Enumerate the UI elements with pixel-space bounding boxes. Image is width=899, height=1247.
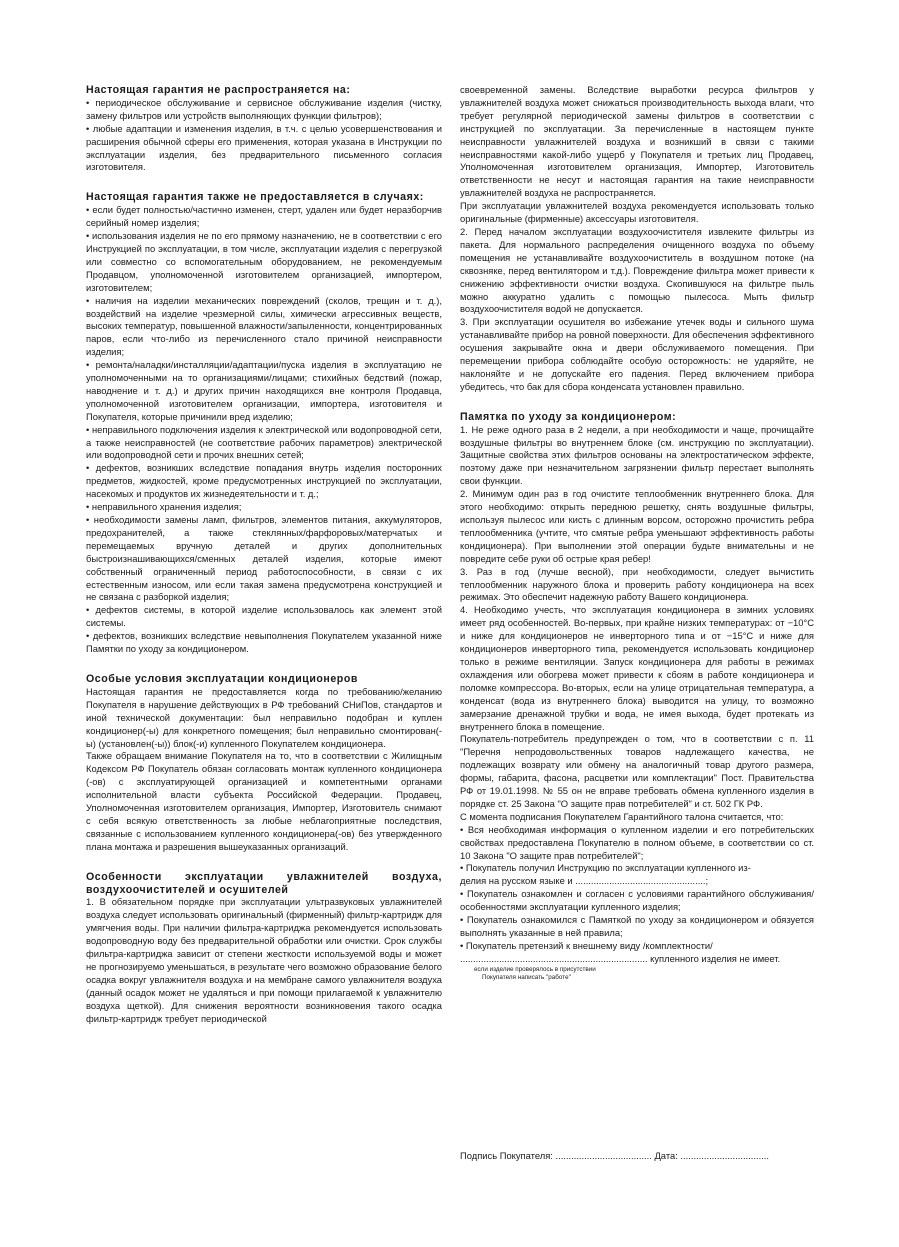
instruction-received-item: [460, 862, 814, 888]
list-item: • Покупатель ознакомлен и согласен с условиями гарантийного обслуживания/ особенностями эксплуатации купленного изделия;: [460, 888, 814, 913]
list-item: • использования изделия не по его прямому назначению, не в соответствии с его Инструкцией по эксплуатации, в том числе, эксплуатации изделия с перегрузкой или совместно со вспомогательным оборудованием, не рекомендуемым Продавцом, уполномоченной изготовителем организацией, импортером, изготовителем;: [86, 230, 442, 293]
ac-conditions-text: [86, 686, 442, 854]
paragraph: При эксплуатации увлажнителей воздуха рекомендуется использовать только оригинальные (фирменные) аксессуары изготовителя.: [460, 200, 814, 225]
paragraph: 2. Минимум один раз в год очистите теплообменник внутреннего блока. Для этого необходимо: открыть переднюю решетку, снять воздушные фильтры, используя пылесос или кисть с длинным ворсом, осторожно прочистить ребра теплообменника (учтите, что смятые ребра уменьшают эффективность работы кондиционера). При выполнении этой операции будьте внимательны и не повредите себе руки об острые края ребер!: [460, 488, 814, 564]
list-item: • Вся необходимая информация о купленном изделии и его потребительских свойствах предоставлена Покупателю в полном объеме, в соответствии со ст. 10 Закона "О защите прав потребителей";: [460, 823, 814, 861]
footnote-line: Покупателя написать "работе": [482, 973, 571, 981]
left-column: [86, 84, 442, 1026]
paragraph: 1. В обязательном порядке при эксплуатации ультразвуковых увлажнителей воздуха следует использовать оригинальный (фирменный) фильтр-картридж для умягчения воды. При наличии фильтра-картриджа рекомендуется использовать водопроводную воду без предварительной обработки или очистки. Срок службы фильтра-картриджа зависит от степени жесткости используемой воды и может не прогнозируемо уменьшаться, в результате чего возможно образование белого осадка вокруг увлажнителя воздуха и на мембране самого увлажнителя воздуха (данный осадок может не удаляться и при помощи прилагаемой к увлажнителю воздуха щеткой). Для снижения вероятности возникновения такого осадка фильтр-картридж требует периодической: [86, 896, 442, 1024]
list-item: • необходимости замены ламп, фильтров, элементов питания, аккумуляторов, предохранителей, а также стеклянных/фарфоровых/матерчатых и перемещаемых вручную деталей и других дополнительных быстроизнашивающихся/сменных деталей изделия, которые имеют собственный ограниченный период работоспособности, в связи с их естественным износом, или если такая замена предусмотрена конструкцией и не связана с разборкой изделия;: [86, 514, 442, 603]
heading-ac-special-conditions: Особые условия эксплуатации кондиционеров: [86, 672, 358, 685]
list-item: • любые адаптации и изменения изделия, в т.ч. с целью усовершенствования и расширения обычной сферы его применения, которая указана в Инструкции по эксплуатации изделия, без предварительного письменного согласия изготовителя.: [86, 122, 442, 173]
paragraph: Также обращаем внимание Покупателя на то, что в соответствии с Жилищным Кодексом РФ Покупатель обязан согласовать монтаж купленного кондиционера (-ов) с эксплуатирующей организацией и компетентными органами исполнительной власти субъекта Российской Федерации. Продавец, Уполномоченная изготовителем организация, Импортер, Изготовитель снимают с себя всякую ответственность за любые неблагоприятные последствия, связанные с использованием купленного кондиционера(-ов) без утвержденного плана монтажа и разрешения вышеуказанных организаций.: [86, 750, 442, 852]
paragraph: 3. Раз в год (лучше весной), при необходимости, следует вычистить теплообменник наружного блока и проверить работу кондиционера на всех режимах. Это обеспечит надежную работу Вашего кондиционера.: [460, 565, 814, 603]
list-item: • неправильного хранения изделия;: [86, 501, 242, 513]
footnote-line: если изделие проверялось в присутствии: [474, 965, 596, 973]
list-item: • неправильного подключения изделия к электрической или водопроводной сети, а также неисправностей (не соответствие рабочих параметров) электрической или водопроводной сети и прочих внешних сетей;: [86, 423, 442, 461]
footnote: [474, 966, 814, 982]
no-claims-item: [460, 940, 814, 966]
paragraph: 3. При эксплуатации осушителя во избежание утечек воды и сильного шума устанавливайте прибор на ровной поверхности. Для обеспечения эффективного осушения закрывайте окна и двери обслуживаемого помещения. При перемещении прибора соблюдайте особую осторожность: не ударяйте, не наклоняйте и не допускайте его падения. Перед включением прибора убедитесь, что бак для сбора конденсата установлен правильно.: [460, 316, 814, 392]
care-memo-text: [460, 424, 814, 863]
text-line: делия на русском языке и ..................................................;: [460, 875, 709, 887]
paragraph: С момента подписания Покупателем Гарантийного талона считается, что:: [460, 810, 784, 822]
list-item: • Покупатель ознакомился с Памяткой по уходу за кондиционером и обязуется выполнять указанные в ней правила;: [460, 914, 814, 938]
right-column: [460, 84, 814, 982]
paragraph: своевременной замены. Вследствие выработки ресурса фильтров у увлажнителей воздуха может снижаться производительность выхода влаги, что требует регулярной периодической замены фильтров в соответствии с инструкцией по эксплуатации. За перечисленные в настоящем пункте неисправности увлажнителей воздуха и возникший в связи с такими неисправностями какой-либо ущерб у Покупателя и третьих лиц Продавец, Уполномоченная изготовителем организация, Импортер, Изготовитель ответственности не несут и настоящая гарантия на такие неисправности увлажнителей воздуха не распространяется.: [460, 84, 814, 199]
list-item: • дефектов, возникших вследствие невыполнения Покупателем указанной ниже Памятки по уходу за кондиционером.: [86, 630, 442, 655]
heading-warranty-exclusions: Настоящая гарантия не распространяется на:: [86, 84, 351, 96]
paragraph: 4. Необходимо учесть, что эксплуатация кондиционера в зимних условиях имеет ряд особенностей. Во-первых, при крайне низких температурах: от −10°С и ниже для кондиционеров не инверторного типа и от −15°С и ниже для кондиционеров инверторного типа, рекомендуется использовать кондиционер только в режиме вентиляции. Запуск кондиционера для работы в режимах охлаждения или обогрева может привести к сбоям в работе кондиционера и поломке компрессора. Во-вторых, если на улице отрицательная температура, а конденсат (вода из внутреннего блока) выводится на улицу, то возможно замерзание дренажной трубки и вода, не имея выхода, будет протекать из внутреннего блока в помещение.: [460, 604, 814, 732]
paragraph: 1. Не реже одного раза в 2 недели, а при необходимости и чаще, прочищайте воздушные фильтры во внутреннем блоке (см. инструкцию по эксплуатации). Защитные свойства этих фильтров основаны на электростатическом эффекте, поэтому даже при незначительном загрязнении фильтр перестает выполнять свои функции.: [460, 423, 814, 487]
humidifier-text: [86, 896, 442, 1025]
text-line: • Покупатель претензий к внешнему виду /комплектности/: [460, 939, 713, 951]
list-item: • ремонта/наладки/инсталляции/адаптации/пуска изделия в эксплуатацию не уполномоченными на то организациями/лицами; стихийных бедствий (пожар, наводнение и т. д.) и других причин находящихся вне контроля Продавца, уполномоченной изготовителем организации, импортера, изготовителя и Покупателя, которые причинили вред изделию;: [86, 359, 442, 422]
acknowledgement-list: [460, 888, 814, 940]
list-item: • наличия на изделии механических повреждений (сколов, трещин и т. д.), воздействий на изделие чрезмерной силы, химически агрессивных веществ, высоких температур, повышенной влажности/запыленности, концентрированных паров, если что-либо из перечисленного стало причиной неисправности изделия;: [86, 294, 442, 358]
paragraph: Покупатель-потребитель предупрежден о том, что в соответствии с п. 11 "Перечня непродовольственных товаров надлежащего качества, не подлежащих возврату или обмену на аналогичный товар другого размера, формы, габарита, фасона, расцветки или комплектации" Пост. Правительства РФ от 19.01.1998. № 55 он не вправе требовать обмена купленного изделия в порядке ст. 25 Закона "О защите прав потребителей" и ст. 502 ГК РФ.: [460, 733, 814, 809]
not-provided-list: [86, 204, 442, 656]
heading-ac-care-memo: Памятка по уходу за кондиционером:: [460, 410, 677, 423]
list-item: • дефектов системы, в которой изделие использовалось как элемент этой системы.: [86, 604, 442, 629]
signature-line: Подпись Покупателя: ..................................... Дата: ..................................: [460, 1150, 769, 1161]
humidifier-text-continued: [460, 84, 814, 394]
list-item: • периодическое обслуживание и сервисное обслуживание изделия (чистку, замену фильтров или устройств выполняющих функции фильтров);: [86, 96, 442, 121]
exclusions-list: [86, 97, 442, 174]
list-item: • дефектов, возникших вследствие попадания внутрь изделия посторонних предметов, жидкостей, кроме предусмотренных инструкцией по эксплуатации, насекомых и продуктов их жизнедеятельности и т. д.;: [86, 462, 442, 500]
heading-warranty-not-provided: Настоящая гарантия также не предоставляется в случаях:: [86, 191, 424, 204]
paragraph: 2. Перед началом эксплуатации воздухоочистителя извлеките фильтры из пакета. Для нормального распределения очищенного воздуха по объему помещения не устанавливайте воздухоочиститель в воздушном потоке (на сквозняке, перед вентилятором и т.д.). Повреждение фильтра может привести к снижению эффективности очистки воздуха. Скопившуюся на фильтре пыль можно аккуратно удалить с помощью пылесоса. Мыть фильтр воздухоочистителя водой не допускается.: [460, 225, 814, 315]
paragraph: Настоящая гарантия не предоставляется когда по требованию/желанию Покупателя в нарушение действующих в РФ требований СНиПов, стандартов и иной технической документации: был неправильно подобран и куплен кондиционер(-ы) для конкретного помещения; был неправильно смонтирован(-ы) (установлен(-ы)) блок(-и) купленного Покупателем кондиционера.: [86, 685, 442, 749]
text-line: ........................................................................ купленного изделия не имеет.: [460, 952, 781, 964]
list-item: • если будет полностью/частично изменен, стерт, удален или будет неразборчив серийный номер изделия;: [86, 204, 442, 229]
heading-humidifier-features: Особенности эксплуатации увлажнителей воздуха, воздухоочистителей и осушителей: [86, 870, 442, 896]
text-line: • Покупатель получил Инструкцию по эксплуатации купленного из-: [460, 862, 751, 874]
